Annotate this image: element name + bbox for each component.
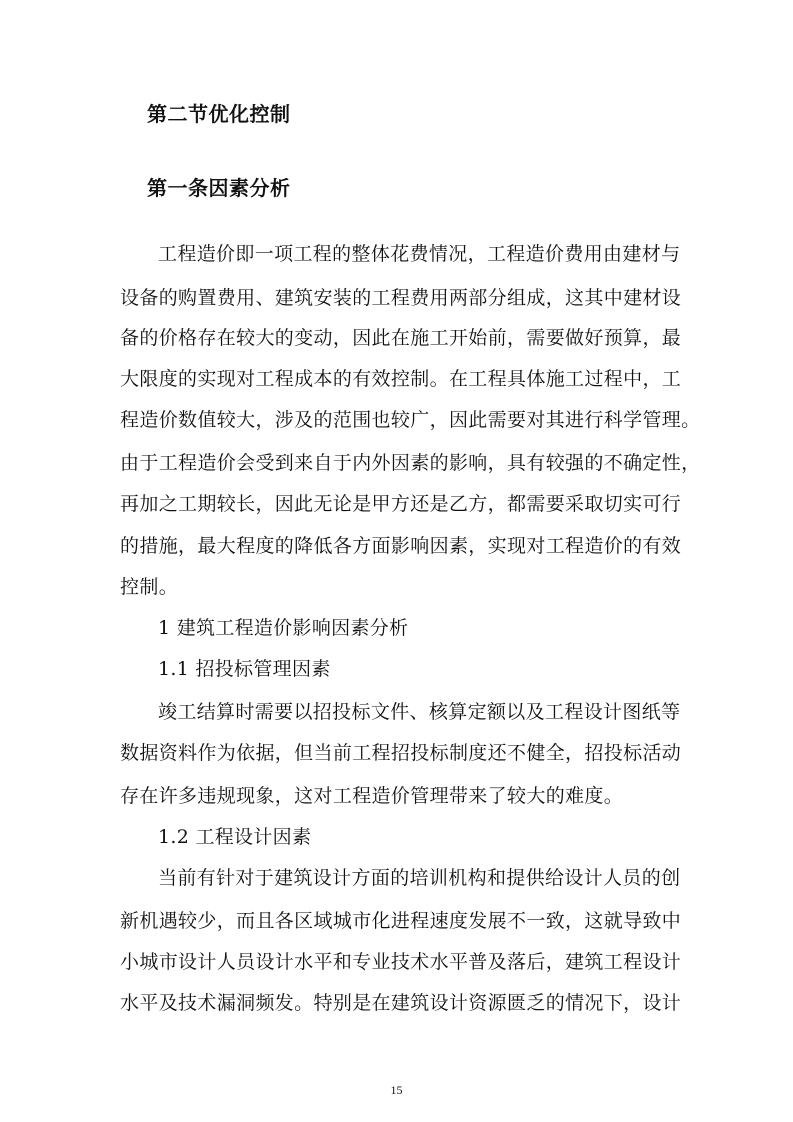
- paragraph-1-line: 设备的购置费用、建筑安装的工程费用两部分组成，这其中建材设: [120, 287, 682, 309]
- paragraph-1-line: 备的价格存在较大的变动，因此在施工开始前，需要做好预算，最: [120, 327, 682, 349]
- subheading-1: 1 建筑工程造价影响因素分析: [158, 617, 409, 639]
- paragraph-1-line: 再加之工期较长，因此无论是甲方还是乙方，都需要采取切实可行: [120, 493, 682, 515]
- paragraph-3-line: 小城市设计人员设计水平和专业技术水平普及落后，建筑工程设计: [120, 951, 682, 973]
- paragraph-3-line: 当前有针对于建筑设计方面的培训机构和提供给设计人员的创: [158, 867, 681, 889]
- paragraph-3-line: 水平及技术漏洞频发。特别是在建筑设计资源匮乏的情况下，设计: [120, 992, 682, 1014]
- paragraph-3-line: 新机遇较少，而且各区域城市化进程速度发展不一致，这就导致中: [120, 910, 682, 932]
- paragraph-2-line: 存在许多违规现象，这对工程造价管理带来了较大的难度。: [120, 785, 624, 807]
- paragraph-1-line: 由于工程造价会受到来自于内外因素的影响，具有较强的不确定性，: [120, 452, 701, 474]
- subheading-1-1: 1.1 招投标管理因素: [158, 658, 331, 680]
- paragraph-1-line: 控制。: [120, 576, 179, 598]
- paragraph-2-line: 竣工结算时需要以招投标文件、核算定额以及工程设计图纸等: [158, 701, 681, 723]
- paragraph-1-line: 大限度的实现对工程成本的有效控制。在工程具体施工过程中，工: [120, 368, 682, 390]
- section-heading: 第二节优化控制: [147, 102, 291, 126]
- page-number: 15: [390, 1083, 403, 1097]
- paragraph-1-line: 工程造价即一项工程的整体花费情况，工程造价费用由建材与: [158, 243, 681, 265]
- paragraph-2-line: 数据资料作为依据，但当前工程招投标制度还不健全，招投标活动: [120, 742, 682, 764]
- subheading-1-2: 1.2 工程设计因素: [158, 826, 312, 848]
- paragraph-1-line: 程造价数值较大，涉及的范围也较广，因此需要对其进行科学管理。: [120, 409, 701, 431]
- article-heading: 第一条因素分析: [147, 176, 291, 200]
- paragraph-1-line: 的措施，最大程度的降低各方面影响因素，实现对工程造价的有效: [120, 535, 682, 557]
